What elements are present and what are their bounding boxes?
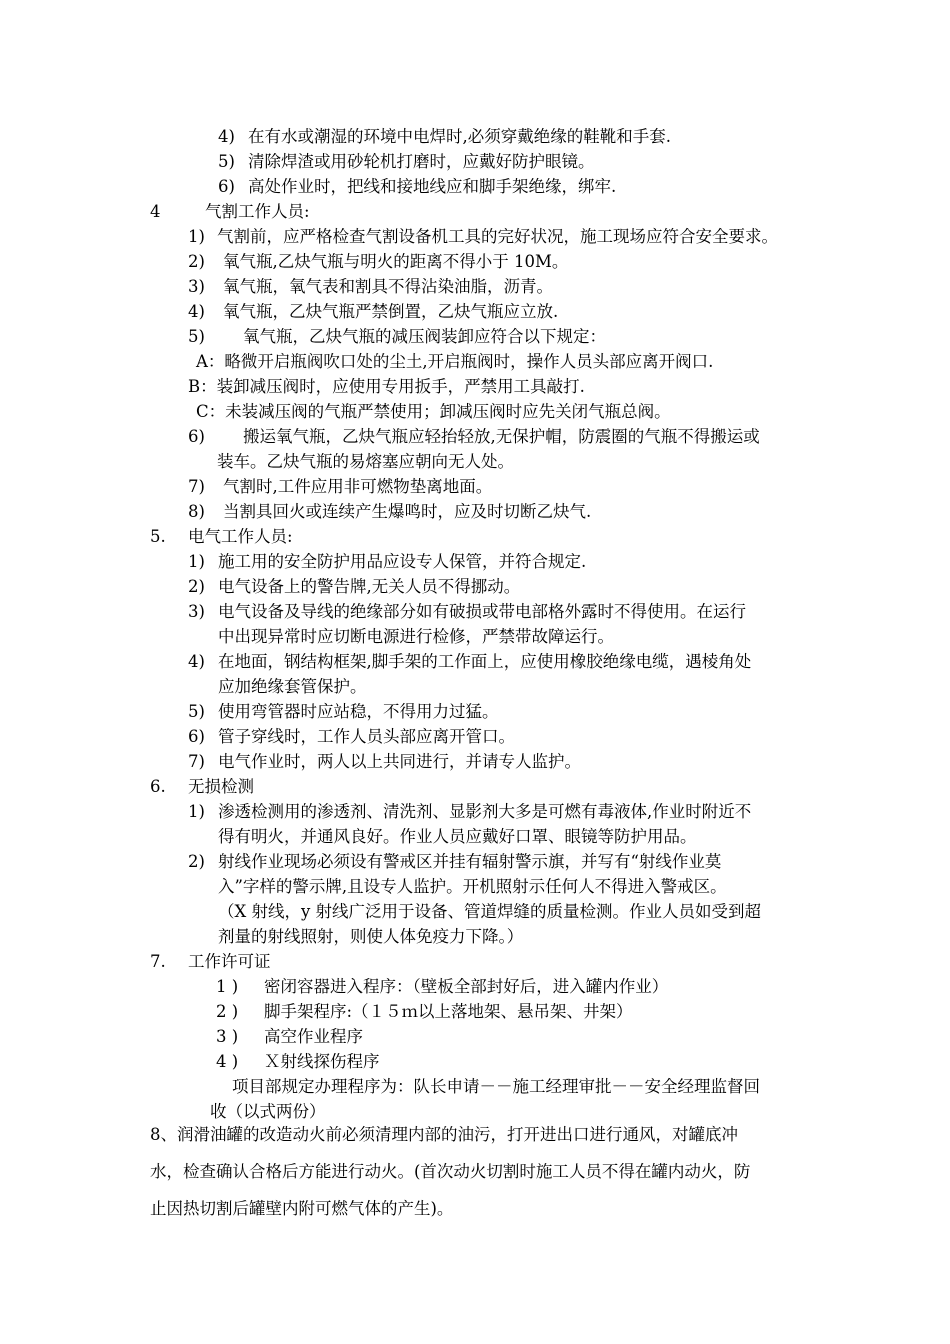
item-number: 2) <box>188 577 205 596</box>
section-title: 工作许可证 <box>188 952 271 971</box>
item-text: 应加绝缘套管保护。 <box>218 677 367 696</box>
item-text: 剂量的射线照射，则使人体免疫力下降。） <box>218 927 524 946</box>
item-number: 8) <box>188 502 205 521</box>
item-number: 4) <box>218 127 235 146</box>
item-number: 2) <box>188 252 205 271</box>
sub-item-text: A：略微开启瓶阀吹口处的尘土,开启瓶阀时，操作人员头部应离开阀口. <box>196 352 714 371</box>
item-number: 6) <box>188 427 205 446</box>
section-number: 4 <box>150 202 161 221</box>
sub-item-text: B：装卸减压阀时，应使用专用扳手，严禁用工具敲打. <box>188 377 585 396</box>
item-text: 入”字样的警示牌,且设专人监护。开机照射示任何人不得进入警戒区。 <box>218 877 727 896</box>
item-text: 电气设备上的警告牌,无关人员不得挪动。 <box>218 577 521 596</box>
item-text: 气割时,工件应用非可燃物垫离地面。 <box>223 477 493 496</box>
paragraph-text: 水，检查确认合格后方能进行动火。(首次动火切割时施工人员不得在罐内动火，防 <box>150 1162 751 1181</box>
item-text: 清除焊渣或用砂轮机打磨时，应戴好防护眼镜。 <box>248 152 595 171</box>
item-text: （X 射线，y 射线广泛用于设备、管道焊缝的质量检测。作业人员如受到超 <box>218 902 762 921</box>
item-number: 5) <box>188 702 205 721</box>
item-text: 氧气瓶，氧气表和割具不得沾染油脂，沥青。 <box>223 277 553 296</box>
item-text: 脚手架程序:（１５ｍ以上落地架、悬吊架、井架） <box>264 1002 633 1021</box>
paragraph-text: 项目部规定办理程序为：队长申请－－施工经理审批－－安全经理监督回 <box>232 1077 760 1096</box>
item-number: 3 ) <box>216 1027 239 1046</box>
item-text: 氧气瓶，乙炔气瓶严禁倒置，乙炔气瓶应立放. <box>223 302 559 321</box>
item-number: 7) <box>188 477 205 496</box>
item-text: 搬运氧气瓶，乙炔气瓶应轻抬轻放,无保护帽，防震圈的气瓶不得搬运或 <box>243 427 760 446</box>
item-text: 氧气瓶，乙炔气瓶的减压阀装卸应符合以下规定： <box>243 327 606 346</box>
sub-item-text: C：未装减压阀的气瓶严禁使用；卸减压阀时应先关闭气瓶总阀。 <box>196 402 671 421</box>
item-text: 在地面，钢结构框架,脚手架的工作面上，应使用橡胶绝缘电缆，遇棱角处 <box>218 652 752 671</box>
item-text: 高处作业时，把线和接地线应和脚手架绝缘，绑牢. <box>248 177 617 196</box>
item-number: 6) <box>188 727 205 746</box>
item-text: 当割具回火或连续产生爆鸣时，应及时切断乙炔气. <box>223 502 592 521</box>
section-title: 气割工作人员: <box>205 202 310 221</box>
section-title: 电气工作人员: <box>188 527 293 546</box>
section-number: 5. <box>150 527 166 546</box>
item-text: 渗透检测用的渗透剂、清洗剂、显影剂大多是可燃有毒液体,作业时附近不 <box>218 802 752 821</box>
item-number: 7) <box>188 752 205 771</box>
item-text: 管子穿线时，工作人员头部应离开管口。 <box>218 727 515 746</box>
item-text: 高空作业程序 <box>264 1027 363 1046</box>
item-number: 5) <box>218 152 235 171</box>
paragraph-text: 8、润滑油罐的改造动火前必须清理内部的油污，打开进出口进行通风，对罐底冲 <box>150 1125 738 1144</box>
item-text: 氧气瓶,乙炔气瓶与明火的距离不得小于 10M。 <box>223 252 569 271</box>
item-number: 3) <box>188 277 205 296</box>
item-text: 得有明火，并通风良好。作业人员应戴好口罩、眼镜等防护用品。 <box>218 827 697 846</box>
item-text: 射线作业现场必须设有警戒区并挂有辐射警示旗，并写有“射线作业莫 <box>218 852 722 871</box>
paragraph-text: 收（以式两份） <box>210 1102 326 1121</box>
item-number: 4) <box>188 652 205 671</box>
item-number: 5) <box>188 327 205 346</box>
item-text: 电气设备及导线的绝缘部分如有破损或带电部格外露时不得使用。在运行 <box>218 602 746 621</box>
item-number: 2) <box>188 852 205 871</box>
item-number: 1) <box>188 552 205 571</box>
item-text: 装车。乙炔气瓶的易熔塞应朝向无人处。 <box>217 452 514 471</box>
item-text: 电气作业时，两人以上共同进行，并请专人监护。 <box>218 752 581 771</box>
item-number: 6) <box>218 177 235 196</box>
item-number: 4 ) <box>216 1052 239 1071</box>
item-number: 2 ) <box>216 1002 239 1021</box>
item-text: 在有水或潮湿的环境中电焊时,必须穿戴绝缘的鞋靴和手套. <box>248 127 671 146</box>
section-number: 7. <box>150 952 166 971</box>
item-text: 中出现异常时应切断电源进行检修，严禁带故障运行。 <box>218 627 614 646</box>
item-text: Ｘ射线探伤程序 <box>264 1052 380 1071</box>
section-title: 无损检测 <box>188 777 254 796</box>
item-number: 4) <box>188 302 205 321</box>
item-number: 1 ) <box>216 977 239 996</box>
item-text: 密闭容器进入程序：（壁板全部封好后，进入罐内作业） <box>264 977 669 996</box>
item-number: 1) <box>188 802 205 821</box>
section-number: 6. <box>150 777 166 796</box>
item-number: 3) <box>188 602 205 621</box>
paragraph-text: 止因热切割后罐壁内附可燃气体的产生)。 <box>150 1199 454 1218</box>
item-text: 气割前，应严格检查气割设备机工具的完好状况，施工现场应符合安全要求。 <box>217 227 778 246</box>
item-number: 1) <box>188 227 205 246</box>
item-text: 使用弯管器时应站稳，不得用力过猛。 <box>218 702 499 721</box>
item-text: 施工用的安全防护用品应设专人保管，并符合规定. <box>218 552 587 571</box>
